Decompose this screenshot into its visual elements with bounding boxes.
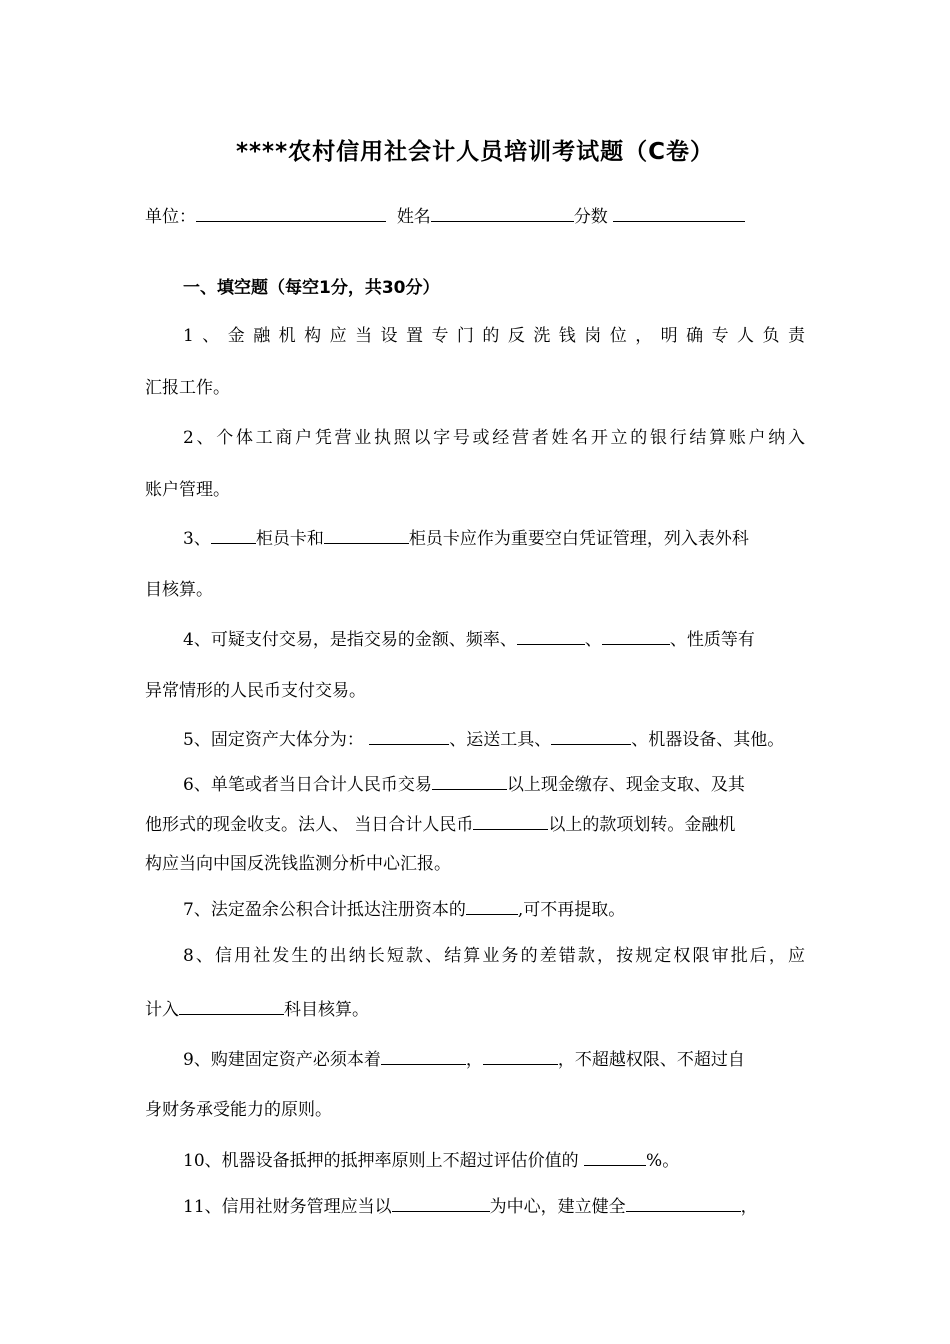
q10-text-b: %。	[646, 1151, 680, 1171]
q6-line1	[183, 773, 745, 796]
header-fields	[145, 205, 745, 228]
unit-label: 单位：	[145, 207, 196, 227]
q6-line2	[145, 813, 735, 836]
q4-blank-2[interactable]	[602, 628, 670, 645]
q8-line2	[145, 998, 369, 1021]
q3-blank-1[interactable]	[211, 527, 256, 544]
q10-text-a: 10、机器设备抵押的抵押率原则上不超过评估价值的	[183, 1151, 579, 1171]
q2-line1: 2、个体工商户凭营业执照以字号或经营者姓名开立的银行结算账户纳入	[183, 428, 805, 448]
q3-line2: 目核算。	[145, 580, 213, 600]
q10-line1	[183, 1149, 679, 1172]
q3-line1	[183, 527, 749, 550]
q6-text-b: 以上现金缴存、现金支取、及其	[506, 775, 745, 795]
q5-text-b: 、运送工具、	[449, 730, 552, 750]
q4-text-b: 、	[584, 630, 602, 650]
q4-blank-1[interactable]	[517, 628, 585, 645]
q10-blank-1[interactable]	[584, 1149, 646, 1166]
unit-blank[interactable]	[196, 205, 386, 222]
q6-text-c: 他形式的现金收支。法人、 当日合计人民币	[145, 815, 474, 835]
q9-text-b: ，	[465, 1050, 483, 1070]
q9-line1	[183, 1048, 745, 1071]
q4-text-c: 、性质等有	[669, 630, 755, 650]
q5-text-c: 、机器设备、其他。	[631, 730, 785, 750]
q11-blank-2[interactable]	[626, 1195, 741, 1212]
q6-text-a: 6、单笔或者当日合计人民币交易	[183, 775, 432, 795]
score-blank[interactable]	[613, 205, 745, 222]
q4-text-a: 4、可疑支付交易，是指交易的金额、频率、	[183, 630, 517, 650]
q6-text-d: 以上的款项划转。金融机	[548, 815, 736, 835]
q5-blank-1[interactable]	[369, 728, 449, 745]
q3-text-c: 柜员卡应作为重要空白凭证管理，列入表外科	[408, 529, 749, 549]
q3-number: 3、	[183, 529, 211, 549]
q6-line3: 构应当向中国反洗钱监测分析中心汇报。	[145, 854, 451, 874]
q9-blank-1[interactable]	[381, 1048, 466, 1065]
q8-line1: 8、信用社发生的出纳长短款、结算业务的差错款，按规定权限审批后，应	[183, 946, 805, 966]
q9-line2: 身财务承受能力的原则。	[145, 1100, 332, 1120]
q7-line1	[183, 898, 625, 921]
q6-blank-1[interactable]	[432, 773, 507, 790]
name-label: 姓名	[396, 207, 431, 227]
q1-line2: 汇报工作。	[145, 378, 230, 398]
name-blank[interactable]	[431, 205, 574, 222]
score-label: 分数	[573, 207, 608, 227]
q8-text-b: 计入	[145, 1000, 179, 1020]
q9-text-a: 9、购建固定资产必须本着	[183, 1050, 381, 1070]
q5-text-a: 5、固定资产大体分为：	[183, 730, 364, 750]
q11-text-c: ，	[740, 1197, 758, 1217]
page-title: ****农村信用社会计人员培训考试题（C卷）	[236, 139, 714, 165]
section-heading: 一、填空题（每空1分，共30分）	[183, 278, 440, 298]
q3-blank-2[interactable]	[324, 527, 409, 544]
q8-blank-1[interactable]	[179, 998, 284, 1015]
q7-text-b: ,可不再提取。	[517, 900, 626, 920]
q7-blank-1[interactable]	[466, 898, 518, 915]
q11-blank-1[interactable]	[392, 1195, 490, 1212]
q8-text-c: 科目核算。	[284, 1000, 369, 1020]
q5-line1	[183, 728, 784, 751]
q6-blank-2[interactable]	[473, 813, 548, 830]
q3-text-b: 柜员卡和	[255, 529, 324, 549]
q2-line2: 账户管理。	[145, 480, 230, 500]
q1-line1	[183, 325, 805, 347]
q7-text-a: 7、法定盈余公积合计抵达注册资本的	[183, 900, 466, 920]
q5-blank-2[interactable]	[551, 728, 631, 745]
q4-line2: 异常情形的人民币支付交易。	[145, 681, 366, 701]
q4-line1	[183, 628, 755, 651]
q11-text-b: 为中心，建立健全	[489, 1197, 626, 1217]
q9-text-c: ，不超越权限、不超过自	[557, 1050, 745, 1070]
q11-line1	[183, 1195, 758, 1218]
q1-text: 1、金融机构应当设置专门的反洗钱岗位，明确专人负责	[183, 326, 805, 346]
q11-text-a: 11、信用社财务管理应当以	[183, 1197, 392, 1217]
q9-blank-2[interactable]	[483, 1048, 558, 1065]
